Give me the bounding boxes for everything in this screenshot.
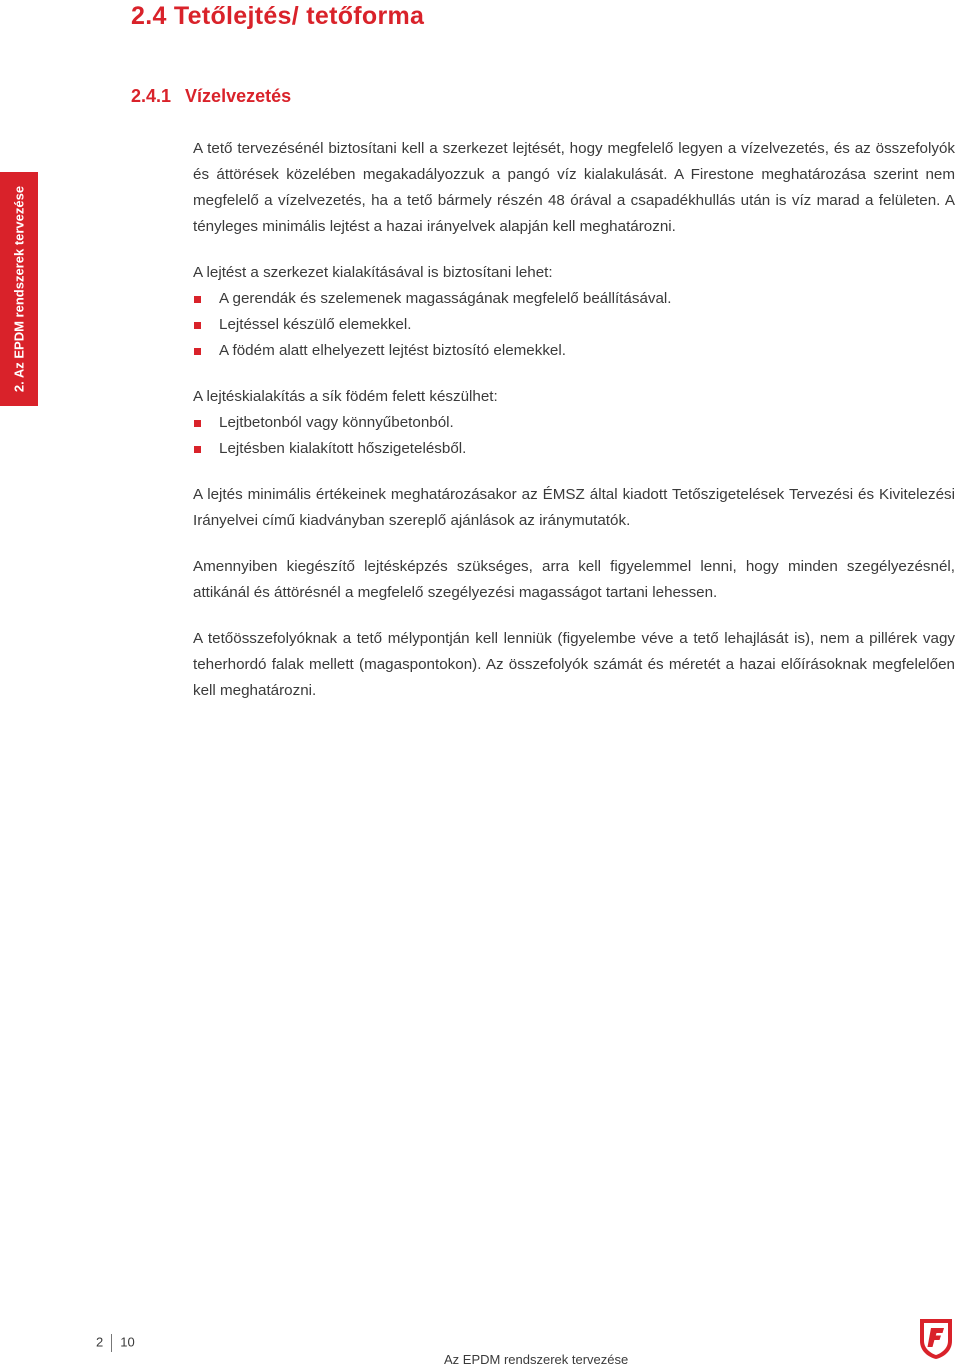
page-index: 10	[120, 1334, 135, 1350]
list-item: A födém alatt elhelyezett lejtést biztosító elemekkel.	[193, 338, 955, 364]
chapter-side-tab-label: 2. Az EPDM rendszerek tervezése	[11, 185, 27, 393]
firestone-logo-icon	[916, 1316, 956, 1360]
slope-structure-list	[193, 286, 955, 364]
paragraph-drainage-intro: A tető tervezésénél biztosítani kell a szerkezet lejtését, hogy megfelelő legyen a vízelvezetés, és az összefolyók és áttörések közelében megakadályozzuk a pangó víz kialakulását. A Firestone meghatározása szerint nem megfelelő a vízelvezetés, ha a tető bármely részén 48 órával a csapadékhullás után is víz marad a felületen. A tényleges minimális lejtést a hazai irányelvek alapján kell meghatározni.	[193, 140, 955, 235]
list-item: Lejtéssel készülő elemekkel.	[193, 312, 955, 338]
list-item: Lejtbetonból vagy könnyűbetonból.	[193, 410, 955, 436]
section-heading: 2.4 Tetőlejtés/ tetőforma	[131, 2, 425, 30]
paragraph-minimum-slope: A lejtés minimális értékeinek meghatározásakor az ÉMSZ által kiadott Tetőszigetelések Tervezési és Kivitelezési Irányelvei című kiadványban szereplő ajánlások az iránymutatók.	[193, 486, 955, 529]
list-item: A gerendák és szelemenek magasságának megfelelő beállításával.	[193, 286, 955, 312]
subsection-number: 2.4.1	[131, 86, 172, 106]
chapter-side-tab	[0, 172, 38, 406]
main-content	[193, 136, 955, 704]
subsection-title: Vízelvezetés	[185, 86, 292, 106]
chapter-number: 2	[96, 1334, 104, 1350]
footer-document-title: Az EPDM rendszerek tervezése	[444, 1352, 629, 1367]
subsection-heading	[131, 86, 291, 107]
list-1-intro: A lejtést a szerkezet kialakításával is biztosítani lehet:	[193, 264, 553, 281]
paragraph-drains: A tetőösszefolyóknak a tető mélypontján kell lenniük (figyelembe véve a tető lehajlását is), nem a pillérek vagy teherhordó falak mellett (magaspontokon). Az összefolyók számát és méretét a hazai előírásoknak megfelelően kell meghatározni.	[193, 630, 955, 699]
paragraph-additional-slope: Amennyiben kiegészítő lejtésképzés szükséges, arra kell figyelemmel lenni, hogy minden szegélyezésnél, attikánál és áttörésnél a megfelelő szegélyezési magasságot tartani lehessen.	[193, 558, 955, 601]
slope-deck-list	[193, 410, 955, 462]
list-2-intro: A lejtéskialakítás a sík födém felett készülhet:	[193, 388, 498, 405]
page-divider	[111, 1334, 112, 1352]
list-item: Lejtésben kialakított hőszigetelésből.	[193, 436, 955, 462]
page-number	[96, 1334, 135, 1352]
